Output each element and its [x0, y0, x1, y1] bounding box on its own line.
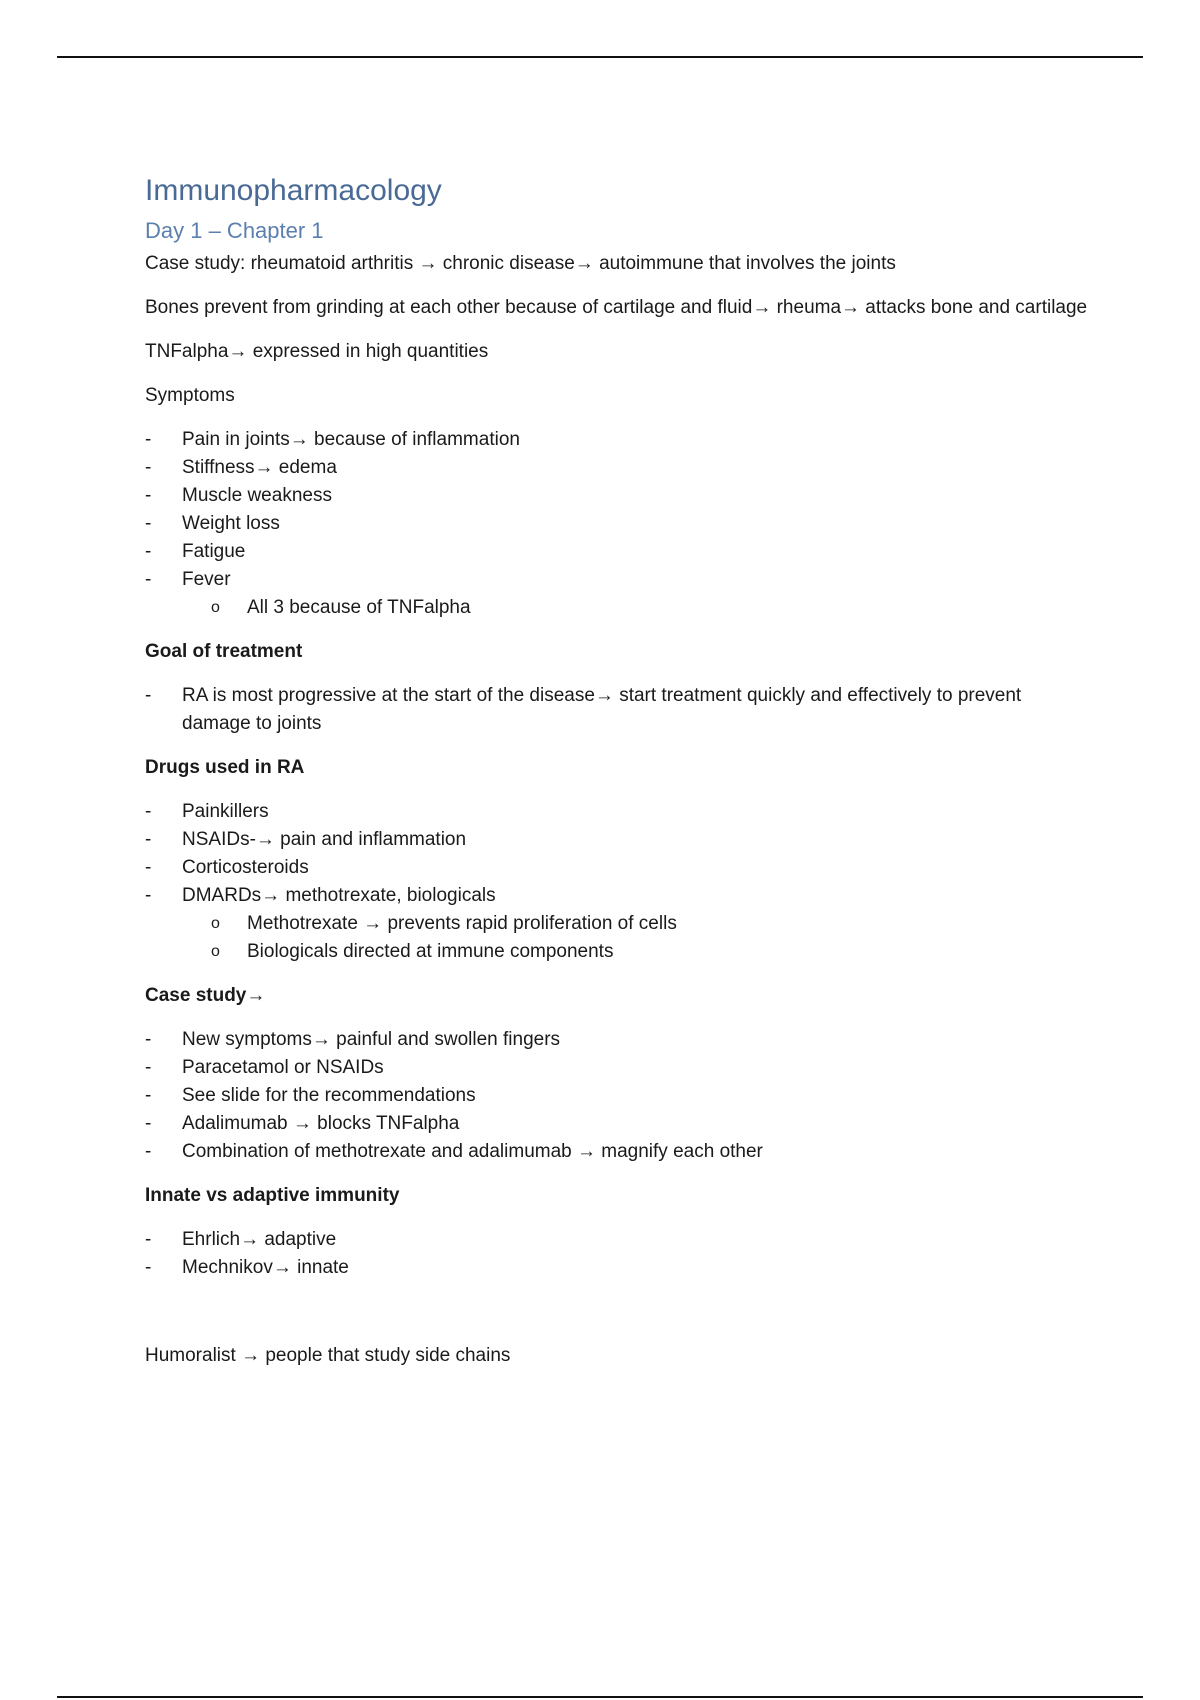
list-item: - Adalimumab → blocks TNFalpha — [145, 1110, 1095, 1138]
list-item — [145, 566, 1095, 622]
closing-paragraph: Humoralist → people that study side chains — [145, 1345, 511, 1366]
list-item-text: DMARDs→ methotrexate, biologicals — [182, 885, 496, 906]
goal-list — [145, 682, 1095, 738]
spacer — [145, 1298, 1095, 1342]
sub-list-item: o All 3 because of TNFalpha — [182, 594, 1095, 622]
case-study-heading: Case study→ — [145, 985, 266, 1006]
intro-paragraph: TNFalpha→ expressed in high quantities — [145, 341, 489, 362]
list-item: - NSAIDs-→ pain and inflammation — [145, 826, 1095, 854]
list-item: - See slide for the recommendations — [145, 1082, 1095, 1110]
symptoms-sublist — [182, 594, 1095, 622]
page-title: Immunopharmacology — [145, 174, 442, 207]
immunity-list — [145, 1226, 1095, 1282]
drugs-heading: Drugs used in RA — [145, 757, 305, 778]
list-item-text: Fever — [182, 569, 231, 590]
goal-heading: Goal of treatment — [145, 641, 303, 662]
list-item: - Pain in joints→ because of inflammation — [145, 426, 1095, 454]
list-item — [145, 882, 1095, 966]
list-item: - Combination of methotrexate and adalimumab → magnify each other — [145, 1138, 1095, 1166]
case-study-list — [145, 1026, 1095, 1166]
immunity-heading: Innate vs adaptive immunity — [145, 1185, 400, 1206]
list-item: - RA is most progressive at the start of the disease→ start treatment quickly and effectively to prevent damage to joints — [145, 682, 1095, 738]
drugs-sublist — [182, 910, 1095, 966]
drugs-list — [145, 798, 1095, 966]
list-item: - Painkillers — [145, 798, 1095, 826]
intro-paragraph: Case study: rheumatoid arthritis → chronic disease→ autoimmune that involves the joints — [145, 253, 896, 274]
intro-paragraph: Bones prevent from grinding at each other because of cartilage and fluid→ rheuma→ attacks bone and cartilage — [145, 297, 1088, 318]
list-item: - New symptoms→ painful and swollen fingers — [145, 1026, 1095, 1054]
list-item: - Corticosteroids — [145, 854, 1095, 882]
list-item: - Fatigue — [145, 538, 1095, 566]
list-item: - Stiffness→ edema — [145, 454, 1095, 482]
list-item: - Mechnikov→ innate — [145, 1254, 1095, 1282]
list-item: - Ehrlich→ adaptive — [145, 1226, 1095, 1254]
header-rule — [57, 56, 1143, 58]
list-item: - Paracetamol or NSAIDs — [145, 1054, 1095, 1082]
sub-list-item: o Biologicals directed at immune components — [182, 938, 1095, 966]
sub-list-item: o Methotrexate → prevents rapid proliferation of cells — [182, 910, 1095, 938]
page-subtitle: Day 1 – Chapter 1 — [145, 218, 324, 243]
list-item: - Muscle weakness — [145, 482, 1095, 510]
document-body — [145, 168, 1095, 1386]
symptoms-heading: Symptoms — [145, 385, 235, 406]
footer-rule — [57, 1696, 1143, 1698]
symptoms-list — [145, 426, 1095, 622]
list-item: - Weight loss — [145, 510, 1095, 538]
